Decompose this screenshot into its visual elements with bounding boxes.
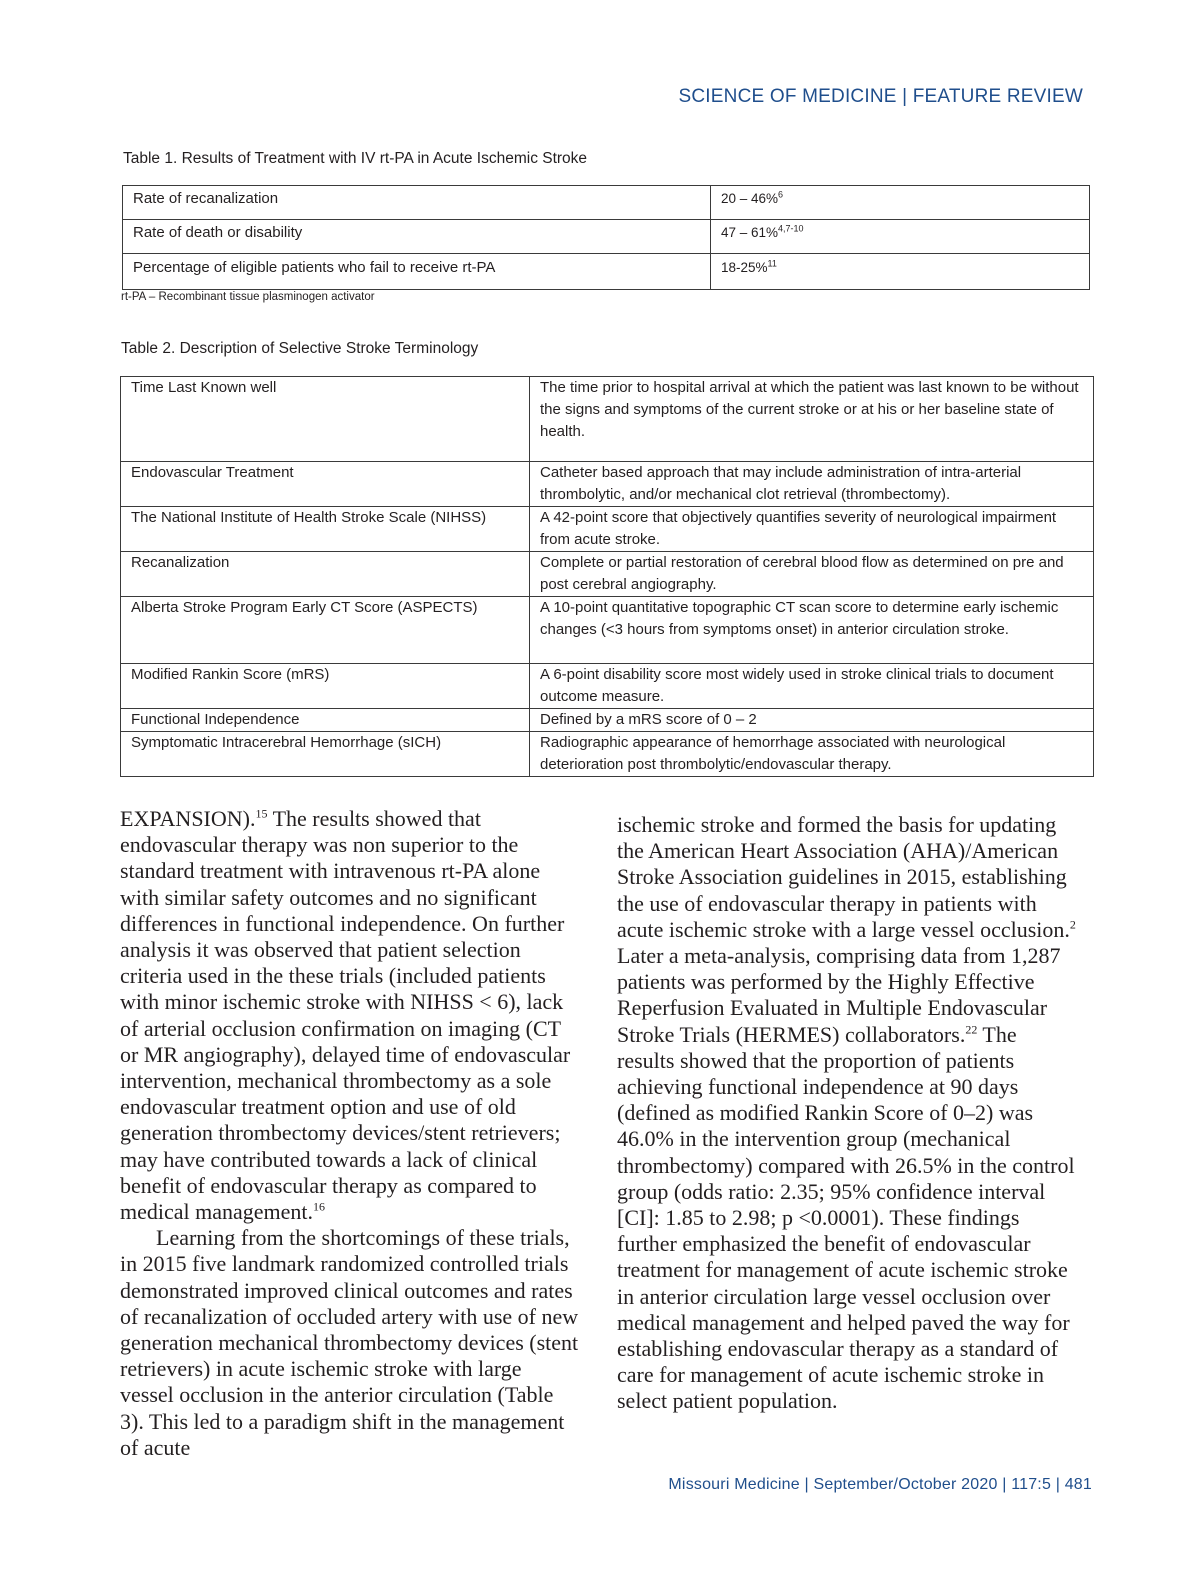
table-row	[123, 220, 1090, 254]
page-footer: Missouri Medicine | September/October 2020 | 117:5 | 481	[668, 1476, 1092, 1493]
table1-caption: Table 1. Results of Treatment with IV rt-PA in Acute Ischemic Stroke	[123, 150, 588, 167]
table2	[120, 376, 1094, 777]
term-cell: Time Last Known well	[121, 377, 530, 462]
description-cell: Catheter based approach that may include administration of intra-arterial thrombolytic, and/or mechanical clot retrieval (thrombectomy).	[530, 462, 1094, 507]
term-cell: The National Institute of Health Stroke Scale (NIHSS)	[121, 507, 530, 552]
citation: 16	[313, 1199, 326, 1214]
value-text: 18-25%	[721, 260, 768, 275]
paragraph-text: The results showed that endovascular therapy was non superior to the standard treatment with intravenous rt-PA alone with similar safety outcomes and no significant differences in functional independence. On further analysis it was observed that patient selection criteria used in the these trials (included patients with minor ischemic stroke with NIHSS < 6), lack of arterial occlusion confirmation on imaging (CT or MR angiography), delayed time of endovascular intervention, mechanical thrombectomy as a sole endovascular treatment option and use of old generation thrombectomy devices/stent retrievers; may have contributed towards a lack of clinical benefit of endovascular therapy as compared to medical management.	[120, 806, 571, 1225]
term-cell: Functional Independence	[121, 709, 530, 732]
reference-number: 6	[778, 189, 784, 200]
table-row	[121, 462, 1094, 507]
paragraph: Learning from the shortcomings of these trials, in 2015 five landmark randomized controlled trials demonstrated improved clinical outcomes and rates of recanalization of occluded artery with use of new generation mechanical thrombectomy devices (stent retrievers) in acute ischemic stroke with large vessel occlusion in the anterior circulation (Table 3). This led to a paradigm shift in the management of acute	[120, 1225, 579, 1460]
table1	[122, 185, 1090, 290]
running-header: SCIENCE OF MEDICINE | FEATURE REVIEW	[678, 86, 1083, 107]
term-cell: Alberta Stroke Program Early CT Score (ASPECTS)	[121, 597, 530, 664]
reference-number: 11	[767, 258, 777, 269]
paragraph	[120, 806, 580, 1225]
term-cell: Endovascular Treatment	[121, 462, 530, 507]
table-row	[123, 254, 1090, 290]
table-row	[121, 377, 1094, 462]
description-cell: A 10-point quantitative topographic CT scan score to determine early ischemic changes (<3 hours from symptoms onset) in anterior circulation stroke.	[530, 597, 1094, 664]
term-cell: Symptomatic Intracerebral Hemorrhage (sICH)	[121, 732, 530, 777]
term-cell: Modified Rankin Score (mRS)	[121, 664, 530, 709]
body-column-left	[120, 806, 580, 1461]
value-text: 20 – 46%	[721, 191, 779, 206]
paragraph-text: The results showed that the proportion of patients achieving functional independence at 90 days (defined as modified Rankin Score of 0–2) was 46.0% in the intervention group (mechanical thrombectomy) compared with 26.5% in the control group (odds ratio: 2.35; 95% confidence interval [CI]: 1.85 to 2.98; p <0.0001). These findings further emphasized the benefit of endovascular treatment for management of acute ischemic stroke in anterior circulation large vessel occlusion over medical management and helped paved the way for establishing endovascular therapy as a standard of care for management of acute ischemic stroke in select patient population.	[617, 1021, 1075, 1414]
table-cell-label: Percentage of eligible patients who fail to receive rt-PA	[123, 254, 711, 290]
value-text: 47 – 61%	[721, 225, 779, 240]
paragraph	[617, 812, 1077, 1415]
description-cell: The time prior to hospital arrival at which the patient was last known to be without the signs and symptoms of the current stroke or at his or her baseline state of health.	[530, 377, 1094, 462]
reference-number: 4,7-10	[778, 223, 804, 234]
table-cell-value	[711, 254, 1090, 290]
term-cell: Recanalization	[121, 552, 530, 597]
body-column-right	[617, 812, 1077, 1415]
paragraph-text: ischemic stroke and formed the basis for updating the American Heart Association (AHA)/American Stroke Association guidelines in 2015, establishing the use of endovascular therapy in patients with acute ischemic stroke with a large vessel occlusion.	[617, 812, 1070, 942]
table-row	[121, 709, 1094, 732]
description-cell: A 6-point disability score most widely used in stroke clinical trials to document outcome measure.	[530, 664, 1094, 709]
table-cell-value	[711, 186, 1090, 220]
table-cell-label: Rate of death or disability	[123, 220, 711, 254]
table-cell-value	[711, 220, 1090, 254]
table-row	[121, 664, 1094, 709]
description-cell: Complete or partial restoration of cerebral blood flow as determined on pre and post cerebral angiography.	[530, 552, 1094, 597]
table-row	[121, 552, 1094, 597]
table-row	[123, 186, 1090, 220]
description-cell: Radiographic appearance of hemorrhage associated with neurological deterioration post thrombolytic/endovascular therapy.	[530, 732, 1094, 777]
description-cell: Defined by a mRS score of 0 – 2	[530, 709, 1094, 732]
paragraph-text: Later a meta-analysis, comprising data from 1,287 patients was performed by the Highly Effective Reperfusion Evaluated in Multiple Endovascular Stroke Trials (HERMES) collaborators.	[617, 943, 1061, 1047]
paragraph-text: EXPANSION).	[120, 806, 256, 831]
table1-footnote: rt-PA – Recombinant tissue plasminogen activator	[121, 291, 375, 303]
description-cell: A 42-point score that objectively quantifies severity of neurological impairment from acute stroke.	[530, 507, 1094, 552]
citation: 22	[965, 1022, 978, 1037]
table-row	[121, 732, 1094, 777]
citation: 2	[1069, 917, 1076, 932]
citation: 15	[255, 806, 268, 821]
table-row	[121, 597, 1094, 664]
table-cell-label: Rate of recanalization	[123, 186, 711, 220]
table2-caption: Table 2. Description of Selective Stroke Terminology	[121, 340, 479, 357]
table-row	[121, 507, 1094, 552]
